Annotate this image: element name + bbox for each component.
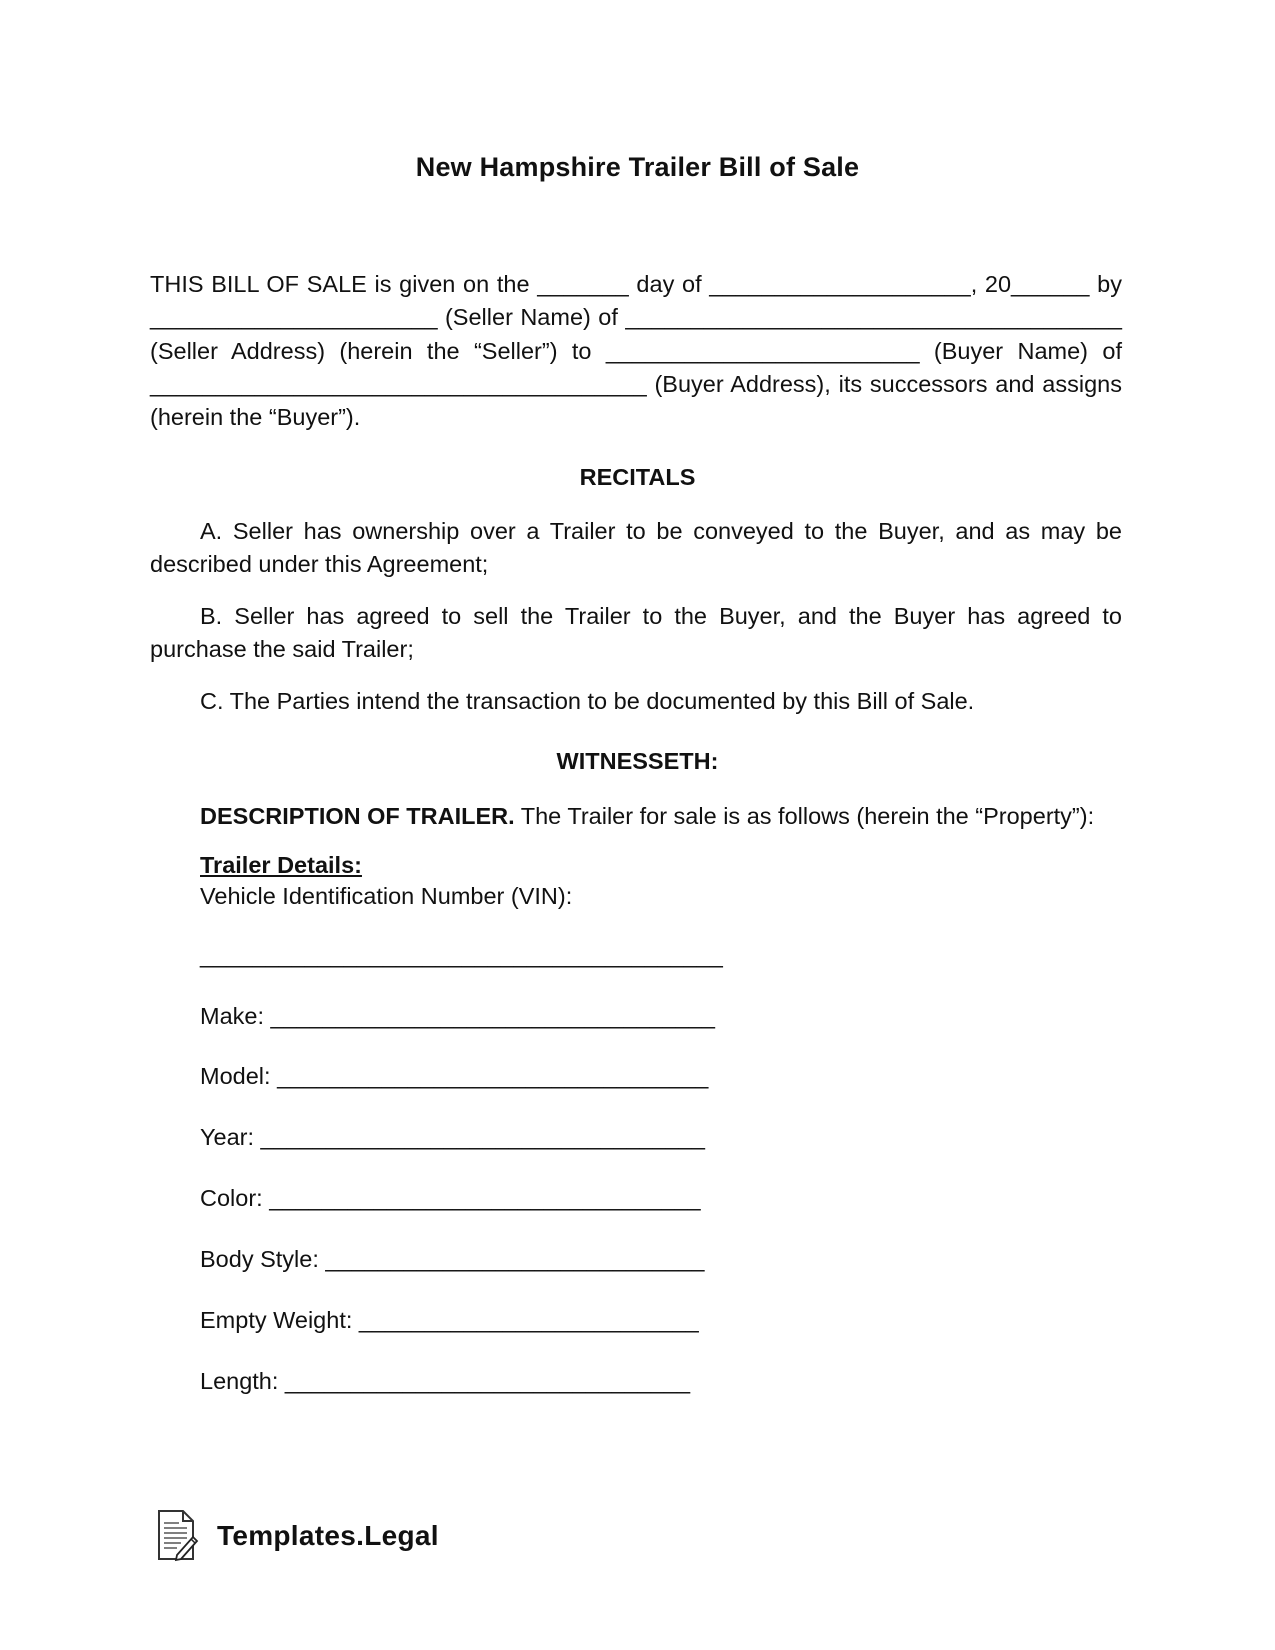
body-style-field[interactable]: Body Style: _____________________________: [200, 1246, 705, 1272]
recital-b: B. Seller has agreed to sell the Trailer to the Buyer, and the Buyer has agreed to purchase the said Trailer;: [150, 603, 1122, 663]
empty-weight-field[interactable]: Empty Weight: __________________________: [200, 1307, 699, 1333]
footer-branding: [155, 1508, 439, 1564]
recitals-heading: RECITALS: [579, 464, 696, 490]
recital-a: A. Seller has ownership over a Trailer to be conveyed to the Buyer, and as may be described under this Agreement;: [150, 518, 1122, 578]
description-lead: DESCRIPTION OF TRAILER.: [200, 803, 515, 829]
intro-paragraph: THIS BILL OF SALE is given on the _______ day of ____________________, 20______ by ______________________ (Seller Name) of ______________________________________ (Seller Address) (herein the “Seller”) to ________________________ (Buyer Name) of ______________________________________ (Buyer Address), its successors and assigns (herein the “Buyer”).: [150, 271, 1122, 431]
color-field[interactable]: Color: _________________________________: [200, 1185, 701, 1211]
make-field[interactable]: Make: __________________________________: [200, 1003, 715, 1029]
length-field[interactable]: Length: _______________________________: [200, 1368, 691, 1394]
model-field[interactable]: Model: _________________________________: [200, 1063, 709, 1089]
trailer-details-heading: Trailer Details:: [200, 852, 362, 878]
document-pen-icon: [155, 1509, 199, 1563]
vin-field[interactable]: ________________________________________: [200, 942, 723, 968]
document-title: New Hampshire Trailer Bill of Sale: [415, 152, 860, 182]
description-paragraph: [200, 800, 1130, 833]
vin-label: Vehicle Identification Number (VIN):: [200, 883, 573, 909]
witnesseth-heading: WITNESSETH:: [556, 748, 719, 774]
recital-c: C. The Parties intend the transaction to be documented by this Bill of Sale.: [200, 688, 975, 714]
brand-name: Templates.Legal: [217, 1520, 439, 1551]
description-text: The Trailer for sale is as follows (herein the “Property”):: [514, 803, 1095, 829]
year-field[interactable]: Year: __________________________________: [200, 1124, 705, 1150]
